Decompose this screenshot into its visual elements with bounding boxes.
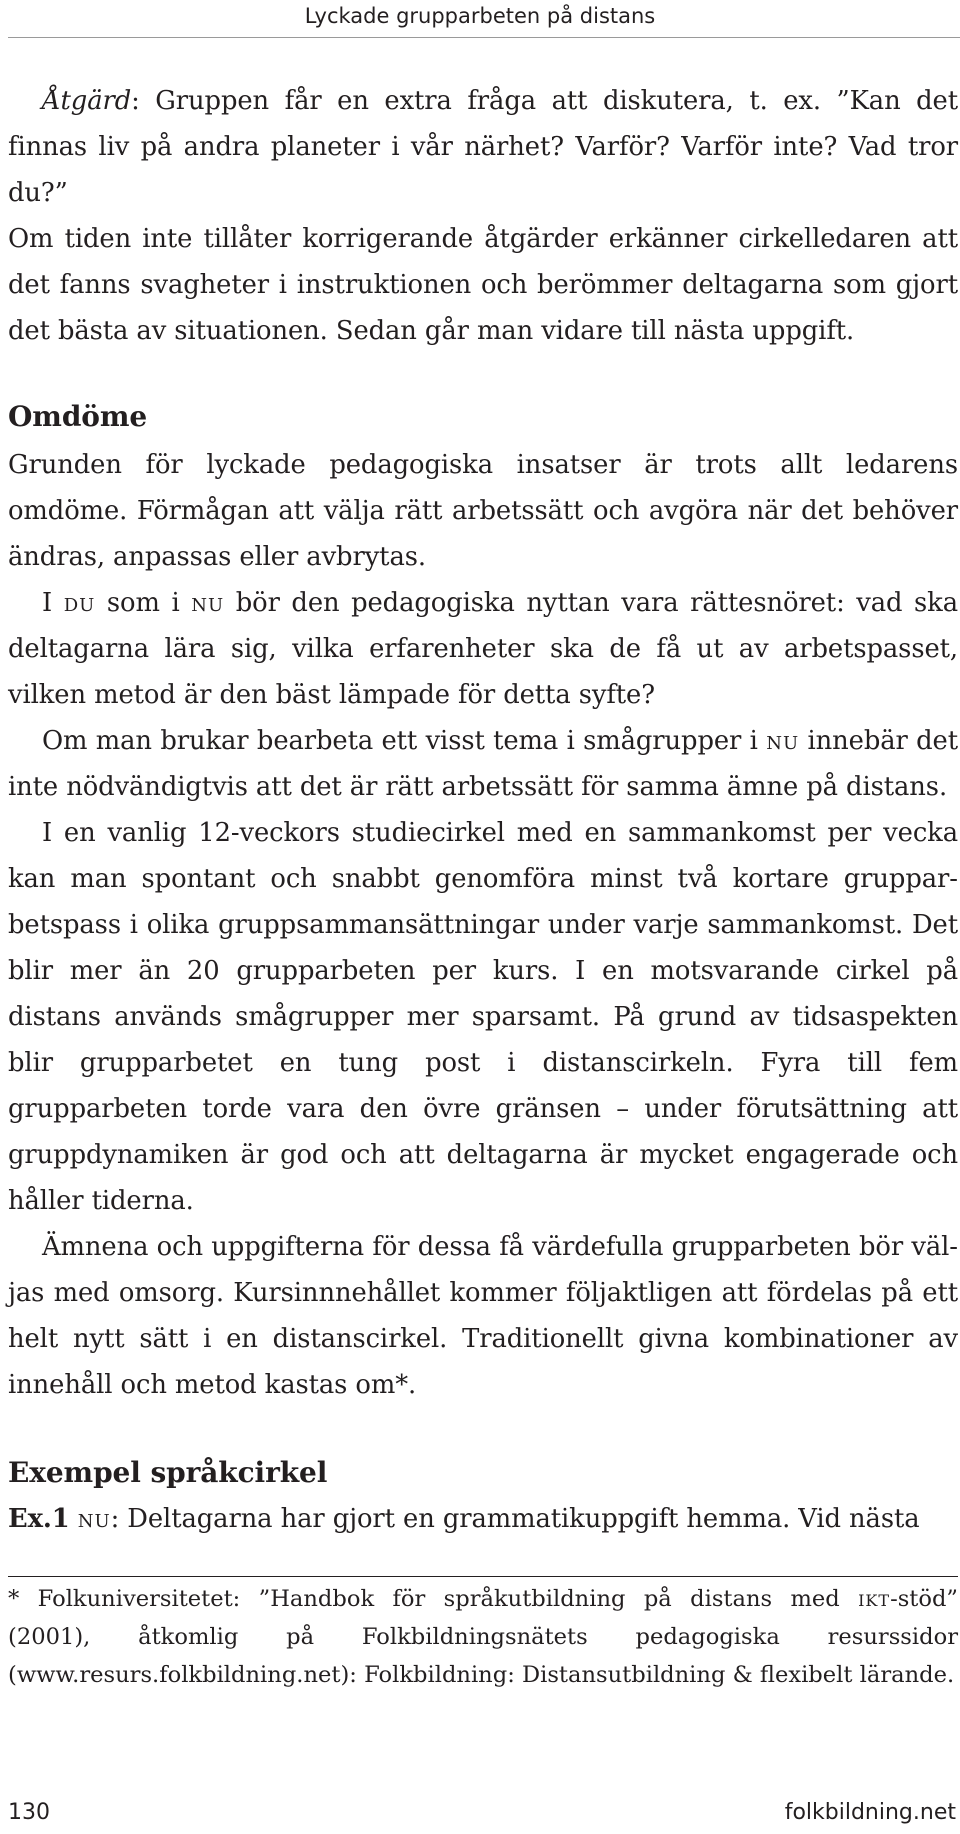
atgard-text: : Gruppen får en extra fråga att diskutera, t. ex. ”Kan det finnas liv på andra planeter i vår närhet? Varför? Varför inte? Vad tror du?” xyxy=(8,86,958,208)
footnote-text: -stöd” (2001), åtkomlig på Folkbildningsnätets pedagogiska resurssidor (www.resurs.folkbildning.net): Folkbildning: Distansutbildning & flexibelt lärande. xyxy=(8,1586,958,1688)
paragraph-korrigerande: Om tiden inte tillåter korrigerande åtgärder erkänner cirkelledaren att det fanns svagheter i instruktionen och berömmer deltagarna som gjort det bästa av situationen. Sedan går man vidare till nästa uppgift. xyxy=(8,224,958,346)
paragraph-omdome-4: I en vanlig 12-veckors studiecirkel med en sammankomst per vecka kan man spontant och snabbt genomföra minst två kortare grupparbetspass i olika gruppsammansättningar under varje sammankomst. Det blir mer än 20 grupparbeten per kurs. I en motsvarande cirkel på distans används smågrupper mer sparsamt. På grund av tidsaspekten blir grupparbetet en tung post i distanscirkeln. Fyra till fem grupparbeten torde vara den övre gränsen – under förutsättning att gruppdynamiken är god och att deltagarna är mycket engagerade och håller tiderna. xyxy=(8,818,958,1216)
paragraph-omdome-1: Grunden för lyckade pedagogiska insatser är trots allt ledarens omdöme. Förmågan att välja rätt arbetssätt och avgöra när det behöver ändras, anpassas eller avbrytas. xyxy=(8,450,958,572)
abbr-ikt: ikt xyxy=(858,1586,891,1612)
paragraph-omdome-2 xyxy=(8,580,958,718)
header-rule xyxy=(8,37,960,38)
text-fragment: innebär det inte nödvändigtvis att det är rätt arbetssätt för samma ämne på distans. xyxy=(8,726,958,802)
text-fragment: som i xyxy=(95,588,192,618)
text-fragment: I xyxy=(42,588,64,618)
paragraph-atgard xyxy=(8,78,958,216)
running-header-title: Lyckade grupparbeten på distans xyxy=(304,4,656,28)
atgard-label: Åtgärd xyxy=(42,86,132,116)
main-text xyxy=(8,78,958,1542)
example-text: : Deltagarna har gjort en grammatikuppgift hemma. Vid nästa xyxy=(110,1504,920,1534)
abbr-du: du xyxy=(63,588,96,618)
paragraph-omdome-3 xyxy=(8,718,958,810)
paragraph-example-1 xyxy=(8,1496,958,1542)
running-header xyxy=(0,0,960,40)
abbr-nu: nu xyxy=(191,588,225,618)
paragraph-omdome-5: Ämnena och uppgifterna för dessa få värdefulla grupparbeten bör väljas med omsorg. Kursinnnehållet kommer följaktligen att fördelas på ett helt nytt sätt i en distanscirkel. Traditionellt givna kombinationer av innehåll och metod kastas om*. xyxy=(8,1232,958,1400)
footnote-text: * Folkuniversitetet: ”Handbok för språkutbildning på distans med xyxy=(8,1586,859,1612)
abbr-nu: nu xyxy=(766,726,800,756)
text-fragment: Om man brukar bearbeta ett visst tema i smågrupper i xyxy=(42,726,767,756)
text-fragment: bör den pedagogiska nyttan vara rättesnöret: vad ska deltagarna lära sig, vilka erfarenheter ska de få ut av arbetspasset, vilken metod är den bäst lämpade för detta syfte? xyxy=(8,588,958,710)
footnote-rule xyxy=(8,1576,958,1577)
footnote xyxy=(8,1580,958,1694)
example-label: Ex.1 xyxy=(8,1504,70,1534)
abbr-nu: nu xyxy=(77,1504,111,1534)
section-heading-exempel: Exempel språkcirkel xyxy=(8,1456,328,1489)
page-number: 130 xyxy=(8,1800,50,1825)
footer-site-name: folkbildning.net xyxy=(784,1800,956,1825)
section-heading-omdome: Omdöme xyxy=(8,400,148,433)
